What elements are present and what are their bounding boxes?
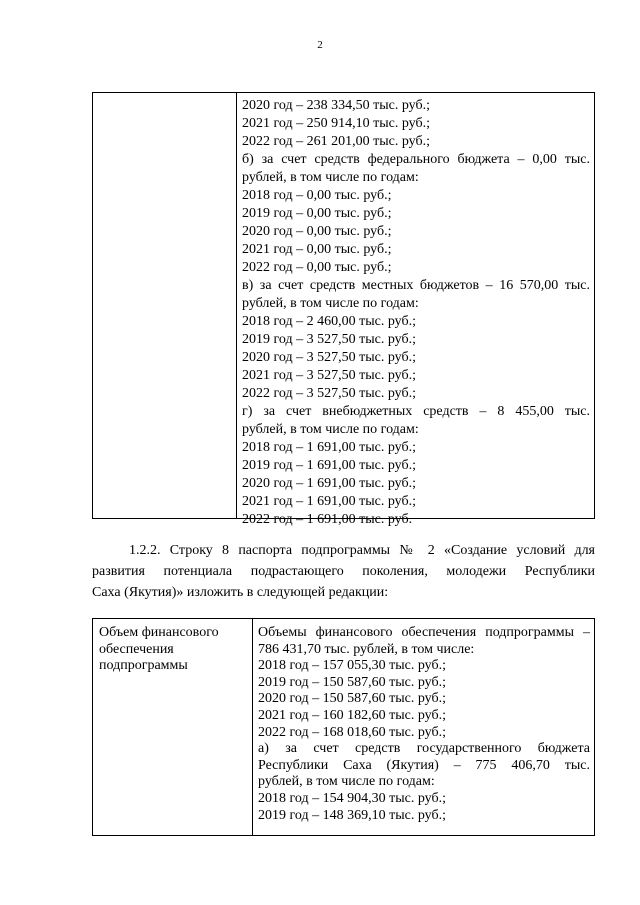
table-line: в) за счет средств местных бюджетов – 16 570,00 тыс. [242, 278, 590, 293]
table-line: 2020 год – 3 527,50 тыс. руб.; [242, 350, 416, 365]
label-line: обеспечения [99, 641, 174, 657]
table-line: 2019 год – 0,00 тыс. руб.; [242, 206, 392, 221]
table-line: 2018 год – 0,00 тыс. руб.; [242, 188, 392, 203]
table-line: б) за счет средств федерального бюджета – 0,00 тыс. [242, 152, 590, 167]
table-line: 2020 год – 0,00 тыс. руб.; [242, 224, 392, 239]
table-line: рублей, в том числе по годам: [242, 170, 419, 185]
page-number: 2 [317, 39, 323, 51]
table-line: Объемы финансового обеспечения подпрограммы – [258, 625, 590, 640]
label-line: подпрограммы [99, 658, 188, 674]
table-line: рублей, в том числе по годам: [258, 774, 435, 790]
table-line: 2018 год – 154 904,30 тыс. руб.; [258, 790, 446, 806]
amendment-paragraph [92, 540, 595, 603]
subprogram-funding-table [92, 618, 595, 836]
table-line: 2022 год – 261 201,00 тыс. руб.; [242, 134, 430, 149]
label-line: Объем финансового [99, 625, 219, 640]
table-line: 2019 год – 3 527,50 тыс. руб.; [242, 332, 416, 347]
paragraph-line: развития потенциала подрастающего поколения, молодежи Республики [92, 564, 595, 579]
table-line: 2018 год – 157 055,30 тыс. руб.; [258, 658, 446, 674]
table-line: 2020 год – 1 691,00 тыс. руб.; [242, 476, 416, 491]
table-line: 2021 год – 160 182,60 тыс. руб.; [258, 707, 446, 723]
table-line: 786 431,70 тыс. рублей, в том числе: [258, 641, 475, 657]
table-line: 2022 год – 1 691,00 тыс. руб. [242, 512, 413, 527]
continued-funding-table [92, 92, 595, 527]
table-line: 2022 год – 168 018,60 тыс. руб.; [258, 724, 446, 740]
table-line: 2019 год – 148 369,10 тыс. руб.; [258, 807, 446, 823]
table-value-cell [253, 619, 594, 835]
table-line: 2019 год – 150 587,60 тыс. руб.; [258, 674, 446, 690]
table-line: 2020 год – 150 587,60 тыс. руб.; [258, 691, 446, 707]
table-line: г) за счет внебюджетных средств – 8 455,00 тыс. [242, 404, 590, 419]
table-line: 2018 год – 1 691,00 тыс. руб.; [242, 440, 416, 455]
table-line: 2021 год – 1 691,00 тыс. руб.; [242, 494, 416, 509]
table-line: 2022 год – 3 527,50 тыс. руб.; [242, 386, 416, 401]
table-line: 2022 год – 0,00 тыс. руб.; [242, 260, 392, 275]
table-line: 2018 год – 2 460,00 тыс. руб.; [242, 314, 416, 329]
table-line: 2021 год – 0,00 тыс. руб.; [242, 242, 392, 257]
table-line: 2020 год – 238 334,50 тыс. руб.; [242, 98, 430, 113]
table-right-cell [237, 93, 594, 527]
table-line: рублей, в том числе по годам: [242, 422, 419, 437]
table-label-cell [93, 619, 253, 835]
table-line: рублей, в том числе по годам: [242, 296, 419, 311]
table-line: 2021 год – 3 527,50 тыс. руб.; [242, 368, 416, 383]
table-line: а) за счет средств государственного бюджета [258, 741, 590, 757]
table-left-cell [93, 93, 237, 518]
paragraph-line: Саха (Якутия)» изложить в следующей редакции: [92, 585, 389, 600]
paragraph-line: 1.2.2. Строку 8 паспорта подпрограммы № 2 «Создание условий для [129, 543, 595, 558]
table-line: 2019 год – 1 691,00 тыс. руб.; [242, 458, 416, 473]
table-line: 2021 год – 250 914,10 тыс. руб.; [242, 116, 430, 131]
table-line: Республики Саха (Якутия) – 775 406,70 тыс. [258, 757, 590, 773]
